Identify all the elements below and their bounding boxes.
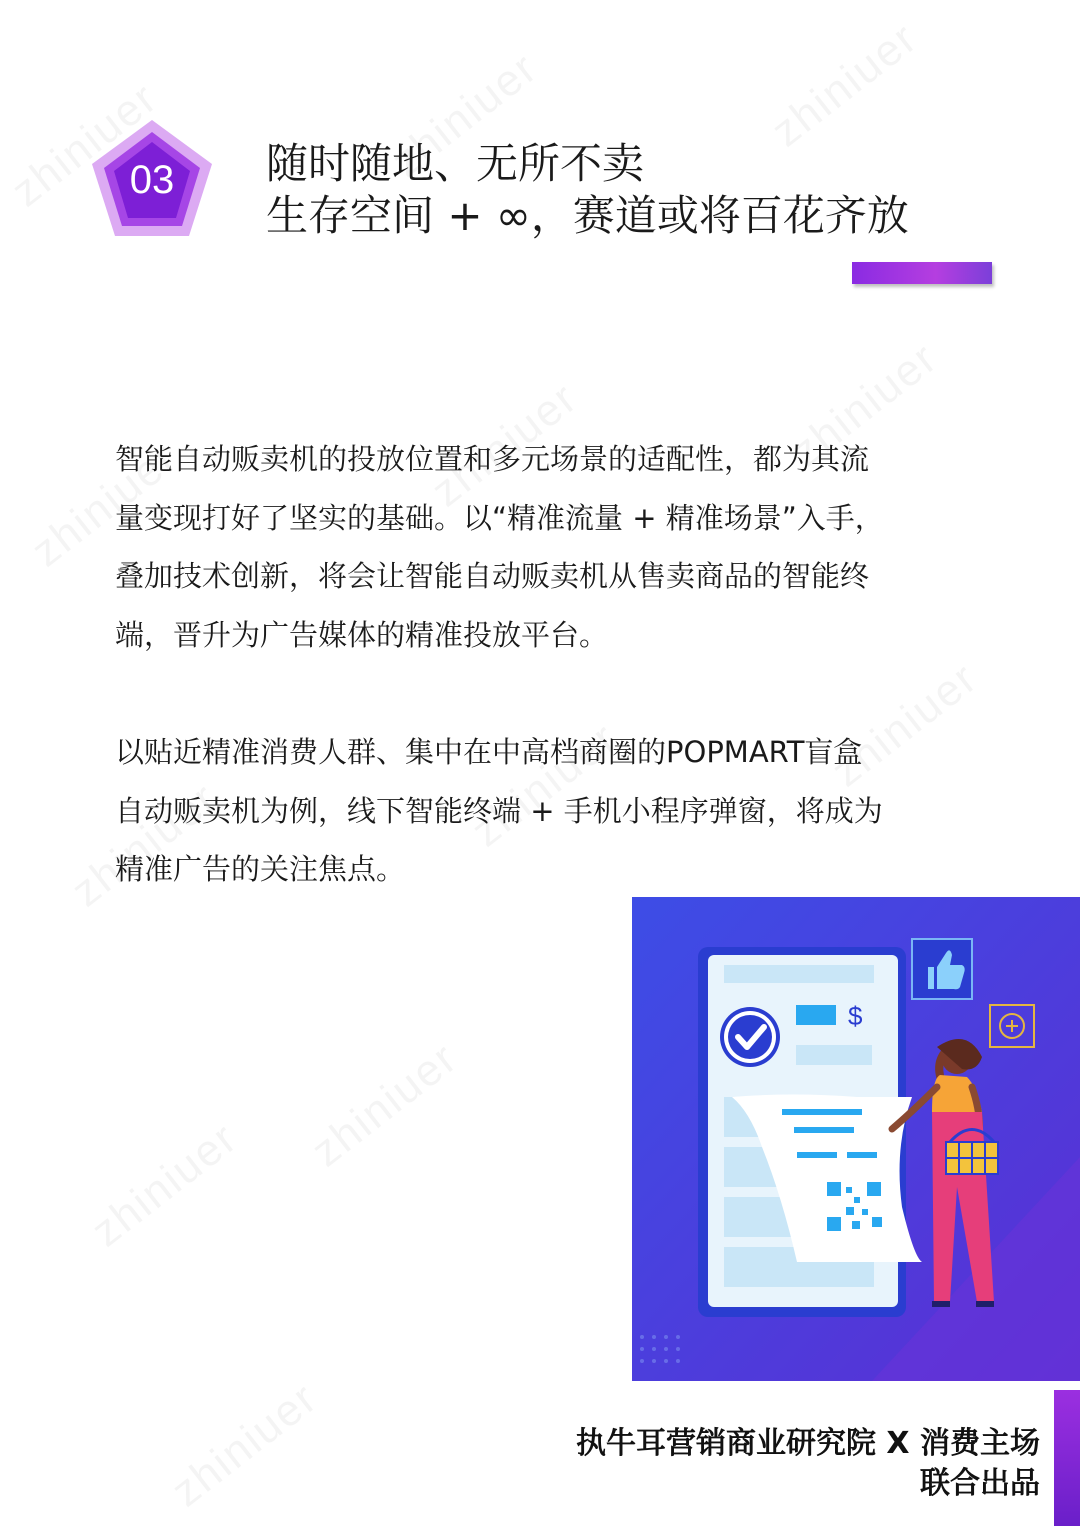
paragraph-line: 自动贩卖机为例，线下智能终端 + 手机小程序弹窗，将成为 bbox=[115, 793, 883, 828]
watermark bbox=[163, 1373, 328, 1517]
footer-credit bbox=[576, 1424, 1040, 1504]
thumbs-up-icon bbox=[912, 939, 972, 999]
title-accent-bar bbox=[852, 262, 992, 284]
watermark bbox=[763, 13, 928, 157]
paragraph-line: 智能自动贩卖机的投放位置和多元场景的适配性，都为其流 bbox=[115, 442, 870, 476]
section-number: 03 bbox=[129, 158, 175, 202]
paragraph-line: 以贴近精准消费人群、集中在中高档商圈的POPMART盲盒 bbox=[115, 735, 863, 769]
title-line-2: 生存空间 + ∞，赛道或将百花齐放 bbox=[266, 191, 909, 240]
vending-machine-illustration bbox=[632, 897, 1080, 1381]
footer-accent-bar bbox=[1054, 1390, 1080, 1526]
paragraph-2 bbox=[115, 723, 975, 899]
price-symbol: $ bbox=[848, 1001, 863, 1031]
footer-line-1: 执牛耳营销商业研究院 X 消费主场 bbox=[575, 1426, 1040, 1461]
paragraph-line: 端，晋升为广告媒体的精准投放平台。 bbox=[115, 617, 609, 652]
section-number-badge bbox=[90, 118, 214, 238]
section-title bbox=[266, 138, 909, 242]
paragraph-line: 精准广告的关注焦点。 bbox=[115, 852, 406, 886]
check-circle-icon bbox=[720, 1007, 780, 1067]
watermark bbox=[83, 1113, 248, 1257]
title-line-1: 随时随地、无所不卖 bbox=[266, 139, 645, 188]
watermark bbox=[303, 1033, 468, 1177]
paragraph-line: 量变现打好了坚实的基础。以“精准流量 + 精准场景”入手， bbox=[115, 500, 884, 535]
footer-line-2: 联合出品 bbox=[920, 1466, 1040, 1501]
paragraph-1 bbox=[115, 430, 975, 664]
paragraph-line: 叠加技术创新，将会让智能自动贩卖机从售卖商品的智能终 bbox=[115, 559, 870, 593]
